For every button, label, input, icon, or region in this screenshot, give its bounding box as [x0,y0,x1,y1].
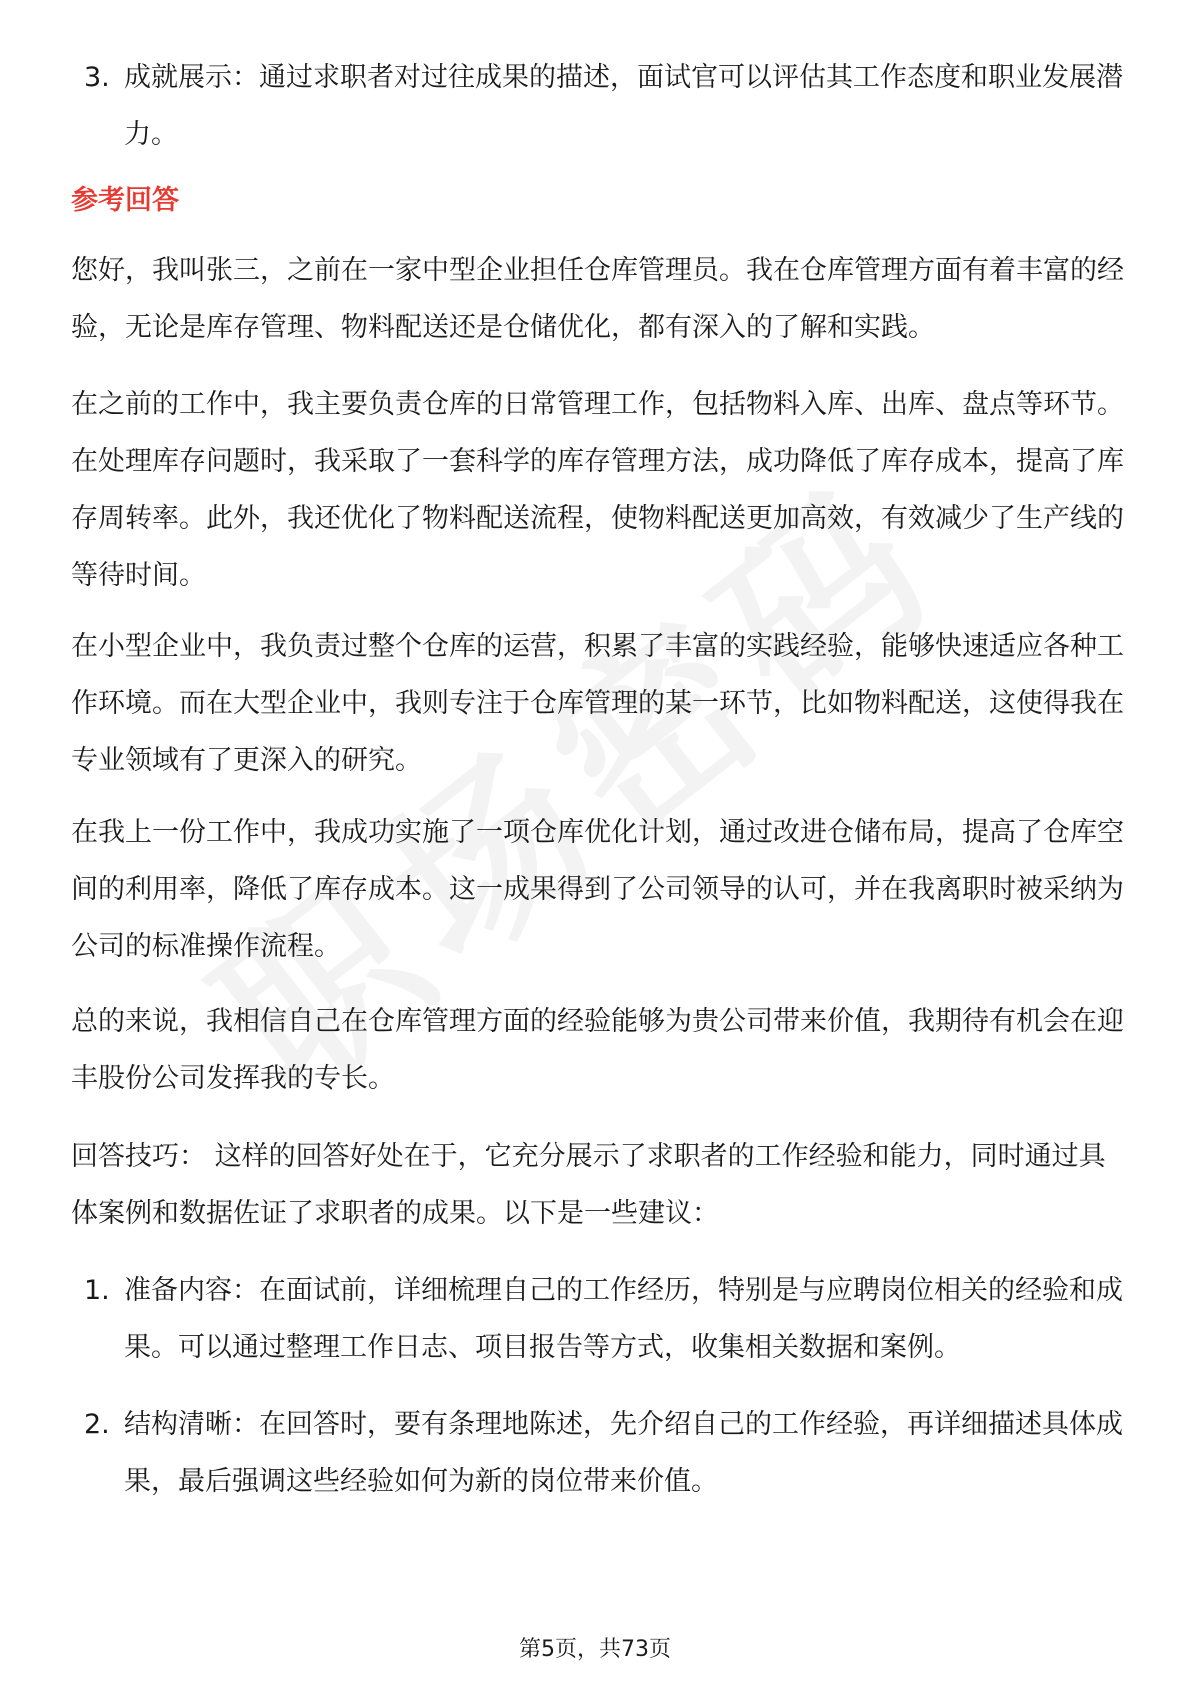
list-item [84,49,1134,163]
list-text: 成就展示：通过求职者对过往成果的描述，面试官可以评估其工作态度和职业发展潜力。 [124,62,1123,150]
answer-paragraph: 您好，我叫张三，之前在一家中型企业担任仓库管理员。我在仓库管理方面有着丰富的经验，无论是库存管理、物料配送还是仓储优化，都有深入的了解和实践。 [71,255,1124,343]
answer-paragraph: 总的来说，我相信自己在仓库管理方面的经验能够为贵公司带来价值，我期待有机会在迎丰股份公司发挥我的专长。 [71,1006,1124,1094]
tips-intro-paragraph: 回答技巧： 这样的回答好处在于，它充分展示了求职者的工作经验和能力，同时通过具体案例和数据佐证了求职者的成果。以下是一些建议： [71,1141,1106,1229]
list-text: 结构清晰：在回答时，要有条理地陈述，先介绍自己的工作经验，再详细描述具体成果，最后强调这些经验如何为新的岗位带来价值。 [124,1409,1123,1497]
list-item [84,1396,1134,1510]
answer-paragraph: 在我上一份工作中，我成功实施了一项仓库优化计划，通过改进仓储布局，提高了仓库空间的利用率，降低了库存成本。这一成果得到了公司领导的认可，并在我离职时被采纳为公司的标准操作流程。 [71,817,1124,962]
answer-paragraph: 在之前的工作中，我主要负责仓库的日常管理工作，包括物料入库、出库、盘点等环节。在处理库存问题时，我采取了一套科学的库存管理方法，成功降低了库存成本，提高了库存周转率。此外，我还优化了物料配送流程，使物料配送更加高效，有效减少了生产线的等待时间。 [71,389,1124,591]
list-text: 准备内容：在面试前，详细梳理自己的工作经历，特别是与应聘岗位相关的经验和成果。可以通过整理工作日志、项目报告等方式，收集相关数据和案例。 [124,1275,1123,1363]
page-number-footer: 第5页，共73页 [519,1637,671,1662]
list-number: 1. [84,1275,110,1306]
list-item [84,1262,1134,1376]
answer-paragraph: 在小型企业中，我负责过整个仓库的运营，积累了丰富的实践经验，能够快速适应各种工作环境。而在大型企业中，我则专注于仓库管理的某一环节，比如物料配送，这使得我在专业领域有了更深入的研究。 [71,631,1124,776]
section-heading: 参考回答 [71,185,179,216]
list-number: 2. [84,1409,110,1440]
list-number: 3. [84,62,110,93]
